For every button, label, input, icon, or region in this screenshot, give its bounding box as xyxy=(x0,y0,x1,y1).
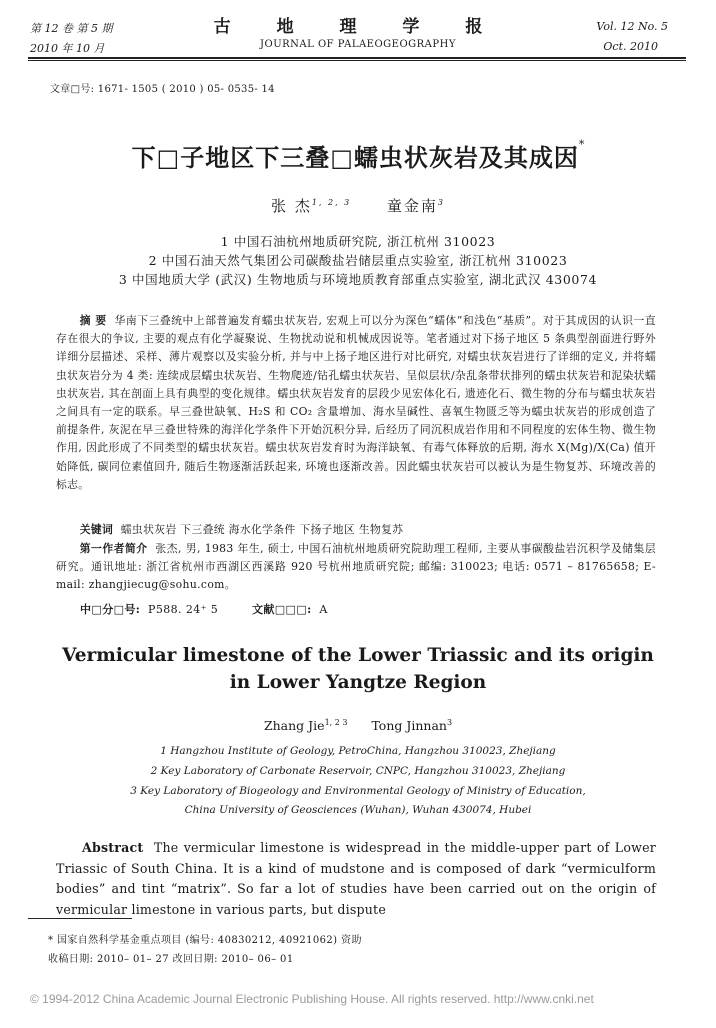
abstract-en-text: The vermicular limestone is widespread in the middle-upper part of Lower Triassic of South China. It is a kind of mudstone and is composed of dark “vermiculform bodies” and tint “matrix”. So far a lot of studies have been carried out on the origin of vermicular limestone in various parts, but dispute xyxy=(56,840,656,917)
keywords-cn-text: 蠕虫状灰岩 下三叠统 海水化学条件 下扬子地区 生物复苏 xyxy=(120,523,404,536)
abstract-cn xyxy=(56,312,656,494)
affiliation-en-4: China University of Geosciences (Wuhan), Wuhan 430074, Hubei xyxy=(184,804,532,816)
abstract-cn-text: 华南下三叠统中上部普遍发育蠕虫状灰岩, 宏观上可以分为深色“蠕体”和浅色“基质”。对于其成因的认识一直存在很大的争议, 主要的观点有化学凝聚说、生物扰动说和机械成因说等。笔者通过对下扬子地区 5 条典型剖面进行野外详细分层描述、采样、薄片观察以及实验分析, 并与中上扬子地区进行对比研究, 对蠕虫状灰岩进行了详细的定义, 并将蠕虫状灰岩分为 4 类: 连续成层蠕虫状灰岩、生物爬迹/钻孔蠕虫状灰岩、呈似层状/杂乱条带状排列的蠕虫状灰岩和泥染状蠕虫状灰岩, 其在剖面上具有典型的变化规律。蠕虫状灰岩发育的层段少见宏体化石, 遗迹化石、微生物的分布与蠕虫状灰岩之间具有一定的联系。早三叠世缺氧、H₂S 和 CO₂ 含量增加、海水呈碱性、喜氧生物匮乏等为蠕虫状灰岩的形成创造了前提条件, 灰泥在早三叠世特殊的海洋化学条件下开始沉积分异, 后经历了同沉积成岩作用和不同程度的宏体生物、微生物作用, 因此形成了不同类型的蠕虫状灰岩。蠕虫状灰岩发育时为海洋缺氧、有毒气体释放的后期, 海水 X(Mg)/X(Ca) 值开始降低, 碳同位素值回升, 随后生物逐渐活跃起来, 环境也逐渐改善。因此蠕虫状灰岩可以被认为是生物复苏、环境改善的标志。 xyxy=(56,314,656,491)
affiliation-cn-1: 1 中国石油杭州地质研究院, 浙江杭州 310023 xyxy=(220,234,496,249)
author-en-1: Zhang Jie xyxy=(263,718,325,734)
classification xyxy=(80,601,328,617)
copyright-notice: © 1994-2012 China Academic Journal Electronic Publishing House. All rights reserved. http://www.cnki.net xyxy=(30,992,594,1006)
date-cn: 2010 年 10 月 xyxy=(30,42,105,55)
article-number: 文章□号: 1671- 1505 ( 2010 ) 05- 0535- 14 xyxy=(50,84,275,95)
author-cn-1-sup: 1, 2, 3 xyxy=(311,198,352,207)
first-author-cn-text: 张杰, 男, 1983 年生, 硕士, 中国石油杭州地质研究院助理工程师, 主要从事碳酸盐岩沉积学及储集层研究。通讯地址: 浙江省杭州市西湖区西溪路 920 号杭州地质研究院; 邮编: 310023; 电话: 0571 – 81765658; E-mail: zhangjiecug@sohu.com。 xyxy=(56,542,656,592)
doc-code-value: A xyxy=(319,603,328,616)
header-rule-bottom xyxy=(28,60,686,61)
doc-code-label: 文献□□□: xyxy=(251,603,312,616)
footnote-rule xyxy=(28,918,132,919)
abstract-en xyxy=(56,838,656,920)
keywords-cn-label: 关键词 xyxy=(79,523,114,536)
author-cn-1: 张 杰 xyxy=(271,197,312,215)
author-cn-2-sup: 3 xyxy=(437,198,445,207)
abstract-en-label: Abstract xyxy=(82,840,144,855)
header-rule-top xyxy=(28,57,686,59)
title-en-line1: Vermicular limestone of the Lower Triassic and its origin xyxy=(62,645,654,666)
author-en-1-sup: 1, 2 3 xyxy=(324,718,348,727)
volume-cn: 第 12 卷 第 5 期 xyxy=(30,22,113,35)
authors-cn xyxy=(0,195,716,216)
affiliation-cn-2: 2 中国石油天然气集团公司碳酸盐岩储层重点实验室, 浙江杭州 310023 xyxy=(148,253,568,268)
author-en-2: Tong Jinnan xyxy=(371,718,447,734)
affiliation-en-3: 3 Key Laboratory of Biogeology and Environmental Geology of Ministry of Education, xyxy=(130,785,586,797)
title-en-line2: in Lower Yangtze Region xyxy=(229,672,487,693)
abstract-cn-label: 摘 要 xyxy=(79,314,107,327)
author-en-2-sup: 3 xyxy=(446,718,453,727)
clc-label: 中□分□号: xyxy=(80,603,141,616)
journal-title-cn: 古 地 理 学 报 xyxy=(213,17,503,37)
title-cn: 下□子地区下三叠□蠕虫状灰岩及其成因 xyxy=(131,144,579,172)
title-footnote-mark: * xyxy=(578,138,585,151)
first-author-cn-label: 第一作者简介 xyxy=(79,542,148,555)
affiliation-en-1: 1 Hangzhou Institute of Geology, PetroChina, Hangzhou 310023, Zhejiang xyxy=(160,745,556,757)
date-en: Oct. 2010 xyxy=(603,40,658,53)
journal-title-en: JOURNAL OF PALAEOGEOGRAPHY xyxy=(260,39,456,50)
footnote-fund: * 国家自然科学基金重点项目 (编号: 40830212, 40921062) 资助 xyxy=(48,935,362,946)
author-cn-2: 童金南 xyxy=(386,197,438,215)
footnote-dates: 收稿日期: 2010– 01– 27 改回日期: 2010– 06– 01 xyxy=(48,954,294,965)
authors-en xyxy=(0,718,716,733)
clc-value: P588. 24⁺ 5 xyxy=(148,603,219,616)
title-cn-block xyxy=(0,138,716,173)
first-author-cn xyxy=(56,540,656,595)
affiliation-cn-3: 3 中国地质大学 (武汉) 生物地质与环境地质教育部重点实验室, 湖北武汉 430074 xyxy=(118,272,598,287)
volume-en: Vol. 12 No. 5 xyxy=(596,20,668,33)
keywords-cn xyxy=(56,521,656,539)
affiliation-en-2: 2 Key Laboratory of Carbonate Reservoir, CNPC, Hangzhou 310023, Zhejiang xyxy=(150,765,566,777)
